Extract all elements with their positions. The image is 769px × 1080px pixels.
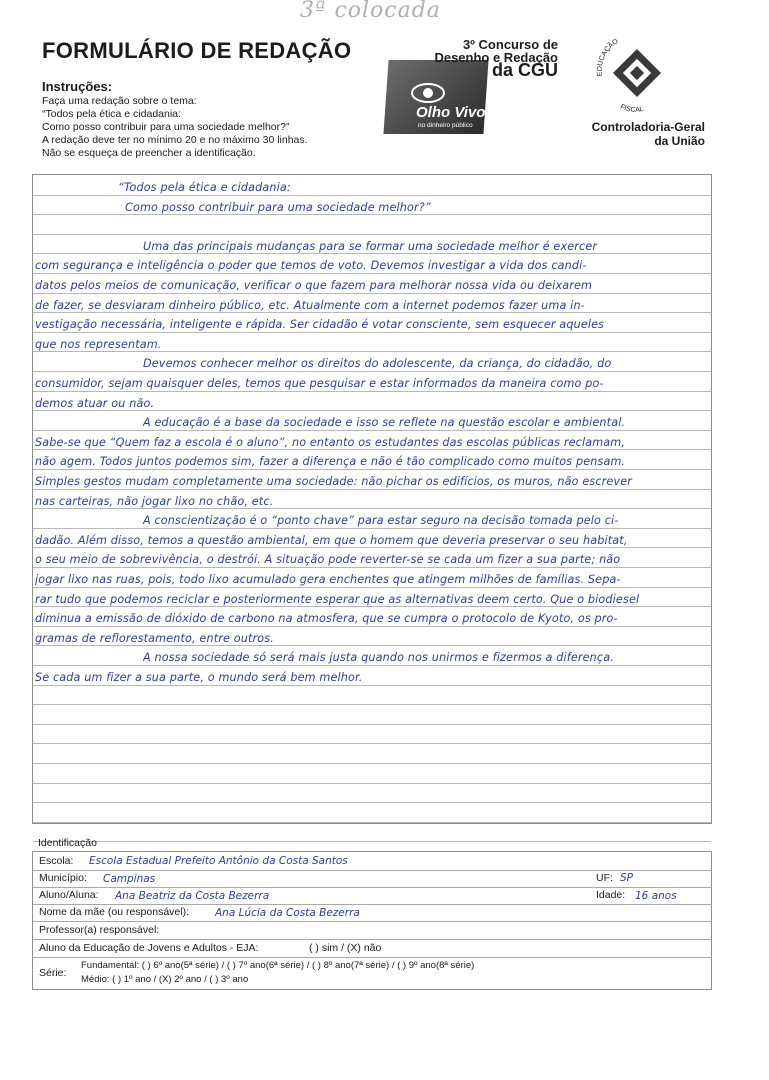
- mother-label: Nome da mãe (ou responsável):: [39, 906, 189, 918]
- essay-line: [35, 786, 709, 805]
- org-name-line1: Controladoria-Geral: [591, 120, 705, 134]
- essay-line: [35, 217, 709, 236]
- contest-title-line3: da CGU: [491, 60, 558, 80]
- eja-options[interactable]: ( ) sim / (X) não: [309, 942, 382, 954]
- essay-area: [32, 174, 712, 824]
- essay-line: “Todos pela ética e cidadania:: [118, 181, 291, 194]
- essay-line: que nos representam.: [35, 337, 162, 351]
- contest-title-line2: Desenho e Redação: [434, 50, 558, 65]
- essay-line: datos pelos meios de comunicação, verificar o que fazem para melhorar nossa vida ou deixarem: [35, 279, 593, 292]
- placement-note: 3ª colocada: [300, 0, 441, 23]
- student-label: Aluno/Aluna:: [39, 889, 99, 901]
- instruction-line: Não se esqueça de preencher a identificação.: [42, 147, 256, 159]
- essay-line: Como posso contribuir para uma sociedade melhor?”: [125, 200, 431, 214]
- essay-line: [35, 805, 709, 824]
- mother-row: [33, 904, 711, 922]
- identification-title: Identificação: [38, 837, 97, 849]
- instruction-line: Faça uma redação sobre o tema:: [42, 95, 197, 107]
- identification-box: [32, 851, 712, 990]
- essay-line: A educação é a base da sociedade e isso se reflete na questão escolar e ambiental.: [143, 416, 626, 430]
- essay-line: com segurança e inteligência o poder que temos de voto. Devemos investigar a vida dos candi-: [35, 259, 587, 273]
- school-row: [33, 852, 711, 871]
- seal-bottom-text: FISCAL: [619, 103, 645, 114]
- contest-logo: [378, 38, 558, 138]
- medio-options[interactable]: Médio: ( ) 1º ano / (X) 2º ano / ( ) 3º ano: [81, 974, 249, 985]
- essay-line: [35, 746, 709, 765]
- essay-line: [35, 707, 709, 726]
- essay-line: jogar lixo nas ruas, pois, todo lixo acumulado gera enchentes que atingem milhões de famílias. Sepa-: [35, 573, 621, 586]
- school-label: Escola:: [39, 855, 74, 867]
- educacao-fiscal-seal-icon: [590, 26, 680, 116]
- essay-line: diminua a emissão de dióxido de carbono na atmosfera, que se cumpra o protocolo de Kyoto, os pro-: [35, 612, 618, 626]
- essay-line: A nossa sociedade só será mais justa quando nos unirmos e fizermos a diferença.: [143, 651, 614, 665]
- uf-value: SP: [620, 872, 633, 884]
- student-value: Ana Beatriz da Costa Bezerra: [115, 890, 270, 902]
- essay-line: Se cada um fizer a sua parte, o mundo será bem melhor.: [35, 671, 363, 684]
- uf-label: UF:: [596, 872, 613, 884]
- essay-line: A conscientização é o “ponto chave” para estar seguro na decisão tomada pelo ci-: [143, 514, 619, 528]
- instructions-heading: Instruções:: [42, 79, 113, 94]
- svg-text:FISCAL: [619, 103, 644, 113]
- essay-line: [35, 727, 709, 746]
- mother-value: Ana Lúcia da Costa Bezerra: [215, 907, 360, 919]
- student-row: [33, 887, 711, 905]
- essay-line: [35, 688, 709, 707]
- essay-line: [35, 766, 709, 785]
- org-name-line2: da União: [654, 134, 705, 148]
- city-row: [33, 870, 711, 888]
- eja-label: Aluno da Educação de Jovens e Adultos - EJA:: [39, 942, 259, 954]
- essay-line: Simples gestos mudam completamente uma sociedade: não pichar os edifícios, os muros, não escrever: [35, 475, 632, 488]
- essay-line: Sabe-se que “Quem faz a escola é o aluno”, no entanto os estudantes das escolas públicas reclamam,: [35, 435, 626, 449]
- serie-label: Série:: [39, 967, 67, 979]
- essay-line: [35, 825, 709, 844]
- form-title: FORMULÁRIO DE REDAÇÃO: [42, 38, 352, 63]
- essay-line: rar tudo que podemos reciclar e posteriormente esperar que as alternativas deem certo. Que o biodiesel: [35, 592, 640, 606]
- essay-line: gramas de reflorestamento, entre outros.: [35, 631, 274, 645]
- contest-title: [434, 37, 558, 80]
- instructions: [42, 80, 308, 160]
- instruction-line: “Todos pela ética e cidadania:: [42, 108, 181, 120]
- city-label: Município:: [39, 872, 87, 884]
- teacher-row: [33, 921, 711, 940]
- olho-vivo-text: Olho Vivo: [416, 104, 486, 121]
- fundamental-options[interactable]: Fundamental: ( ) 6º ano(5ª série) / ( ) 7º ano(6ª série) / ( ) 8º ano(7ª série) / ( ) 9º ano(8ª série): [81, 960, 475, 971]
- age-label: Idade:: [596, 889, 626, 901]
- eja-row: [33, 939, 711, 958]
- seal-top-text: EDUCAÇÃO: [596, 38, 620, 77]
- instruction-line: A redação deve ter no mínimo 20 e no máximo 30 linhas.: [42, 134, 308, 146]
- teacher-label: Professor(a) responsável:: [39, 924, 160, 936]
- essay-line: demos atuar ou não.: [35, 396, 155, 410]
- instruction-line: Como posso contribuir para uma sociedade melhor?”: [42, 121, 290, 133]
- essay-line: Devemos conhecer melhor os direitos do adolescente, da criança, do cidadão, do: [143, 357, 612, 371]
- contest-title-line1: 3º Concurso de: [462, 37, 558, 52]
- org-name: [560, 120, 705, 148]
- essay-line: Uma das principais mudanças para se formar uma sociedade melhor é exercer: [143, 239, 598, 253]
- essay-line: dadão. Além disso, temos a questão ambiental, em que o homem que deveria preservar o seu habitat,: [35, 533, 628, 547]
- essay-line: o seu meio de sobrevivência, o destrói. A situação pode reverter-se se cada um fizer a sua parte; não: [35, 553, 621, 567]
- essay-line: não agem. Todos juntos podemos sim, fazer a diferença e não é tão complicado como muitos pensam.: [35, 455, 626, 469]
- essay-line: consumidor, sejam quaisquer deles, temos que pesquisar e estar informados da maneira como po-: [35, 377, 604, 390]
- school-value: Escola Estadual Prefeito Antônio da Costa Santos: [89, 855, 348, 867]
- essay-line: vestigação necessária, inteligente e rápida. Ser cidadão é votar consciente, sem esquecer aqueles: [35, 318, 605, 332]
- essay-line: de fazer, se desviaram dinheiro público, etc. Atualmente com a internet podemos fazer uma in-: [35, 298, 585, 312]
- serie-row: [33, 957, 711, 989]
- city-value: Campinas: [103, 873, 156, 885]
- olho-vivo-subtext: no dinheiro público: [418, 122, 473, 129]
- essay-line: nas carteiras, não jogar lixo no chão, etc.: [35, 494, 274, 508]
- age-value: 16 anos: [635, 890, 677, 902]
